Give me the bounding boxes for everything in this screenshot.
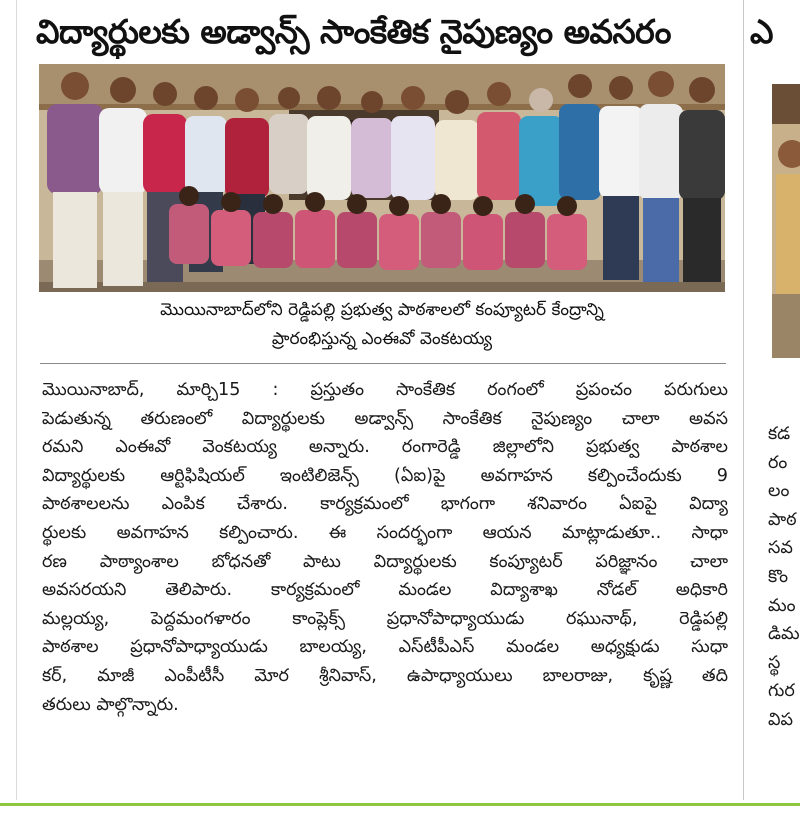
body-line: అవసరయని తెలిపారు. కార్యక్రమంలో మండల విద్యాశాఖ నోడల్ అధికారి: [42, 580, 728, 601]
caption-divider: [40, 363, 726, 364]
article-photo: [39, 64, 725, 292]
body-line: తరులు పాల్గొన్నారు.: [42, 694, 179, 715]
adjacent-text-line: కొం: [768, 566, 789, 587]
adjacent-article-fragment: [748, 0, 800, 800]
adjacent-text-line: రం: [768, 452, 788, 473]
adjacent-text-line: సవ: [768, 538, 793, 559]
news-article: [20, 0, 736, 800]
caption-line: మొయినాబాద్‌లోని రెడ్డిపల్లి ప్రభుత్వ పాఠశాలలో కంప్యూటర్ కేంద్రాన్ని: [160, 300, 604, 320]
adjacent-text-line: డిమ: [768, 624, 800, 645]
article-body: [42, 376, 728, 719]
body-line: విద్యార్థులకు ఆర్టిఫిషియల్ ఇంటిలిజెన్స్ (ఏఐ)పై అవగాహన కల్పించేందుకు 9: [42, 465, 728, 486]
adjacent-headline-fragment: ఎ: [750, 12, 774, 51]
body-line: కర్, మాజీ ఎంపీటీసీ మోర శ్రీనివాస్, ఉపాధ్యాయులు బాలరాజు, కృష్ణ తది: [42, 665, 728, 686]
adjacent-text-line: పాఠ: [768, 509, 797, 530]
caption-line: ప్రారంభిస్తున్న ఎంఈవో వెంకటయ్య: [271, 329, 493, 349]
photo-caption: [40, 296, 724, 354]
adjacent-text-line: స్థ: [768, 652, 781, 673]
adjacent-text-line: కడ: [768, 424, 791, 444]
article-headline: విద్యార్థులకు అడ్వాన్స్ సాంకేతిక నైపుణ్యం అవసరం: [36, 12, 671, 51]
adjacent-text-line: మం: [768, 595, 796, 616]
body-line: మల్లయ్య, పెద్దమంగళారం కాంప్లెక్స్ ప్రధానోపాధ్యాయుడు రఘునాథ్, రెడ్డిపల్లి: [42, 608, 728, 629]
adjacent-text-line: లం: [768, 481, 790, 502]
left-margin-line: [16, 0, 17, 800]
adjacent-photo-illustration: [772, 84, 800, 358]
body-line: రమని ఎంఈవో వెంకటయ్య అన్నారు. రంగారెడ్డి జిల్లాలోని ప్రభుత్వ పాఠశాల: [42, 437, 728, 458]
column-divider: [743, 0, 744, 800]
body-line: పెడుతున్న తరుణంలో విద్యార్థులకు అడ్వాన్స్ సాంకేతిక నైపుణ్యం చాలా అవస: [42, 408, 728, 429]
adjacent-text-fragment: [768, 420, 800, 735]
body-line: పాఠశాల ప్రధానోపాధ్యాయుడు బాలయ్య, ఎస్‌టీపీఎస్ మండల అధ్యక్షుడు సుధా: [42, 637, 728, 658]
page-bottom-rule: [0, 803, 800, 806]
adjacent-photo-fragment: [772, 84, 800, 358]
body-line: మొయినాబాద్, మార్చి15 : ప్రస్తుతం సాంకేతిక రంగంలో ప్రపంచం పరుగులు: [42, 380, 728, 400]
body-line: పాఠశాలలను ఎంపిక చేశారు. కార్యక్రమంలో భాగంగా శనివారం ఏఐపై విద్యా: [42, 494, 728, 515]
adjacent-text-line: గుర: [768, 681, 795, 702]
group-photo-illustration: [39, 64, 725, 292]
adjacent-text-line: విప: [768, 709, 794, 730]
body-line: ర్థులకు అవగాహన కల్పించారు. ఈ సందర్భంగా ఆయన మాట్లాడుతూ.. సాధా: [42, 522, 728, 543]
body-line: రణ పాఠ్యాంశాల బోధనతో పాటు విద్యార్థులకు కంప్యూటర్ పరిజ్ఞానం చాలా: [42, 551, 728, 572]
